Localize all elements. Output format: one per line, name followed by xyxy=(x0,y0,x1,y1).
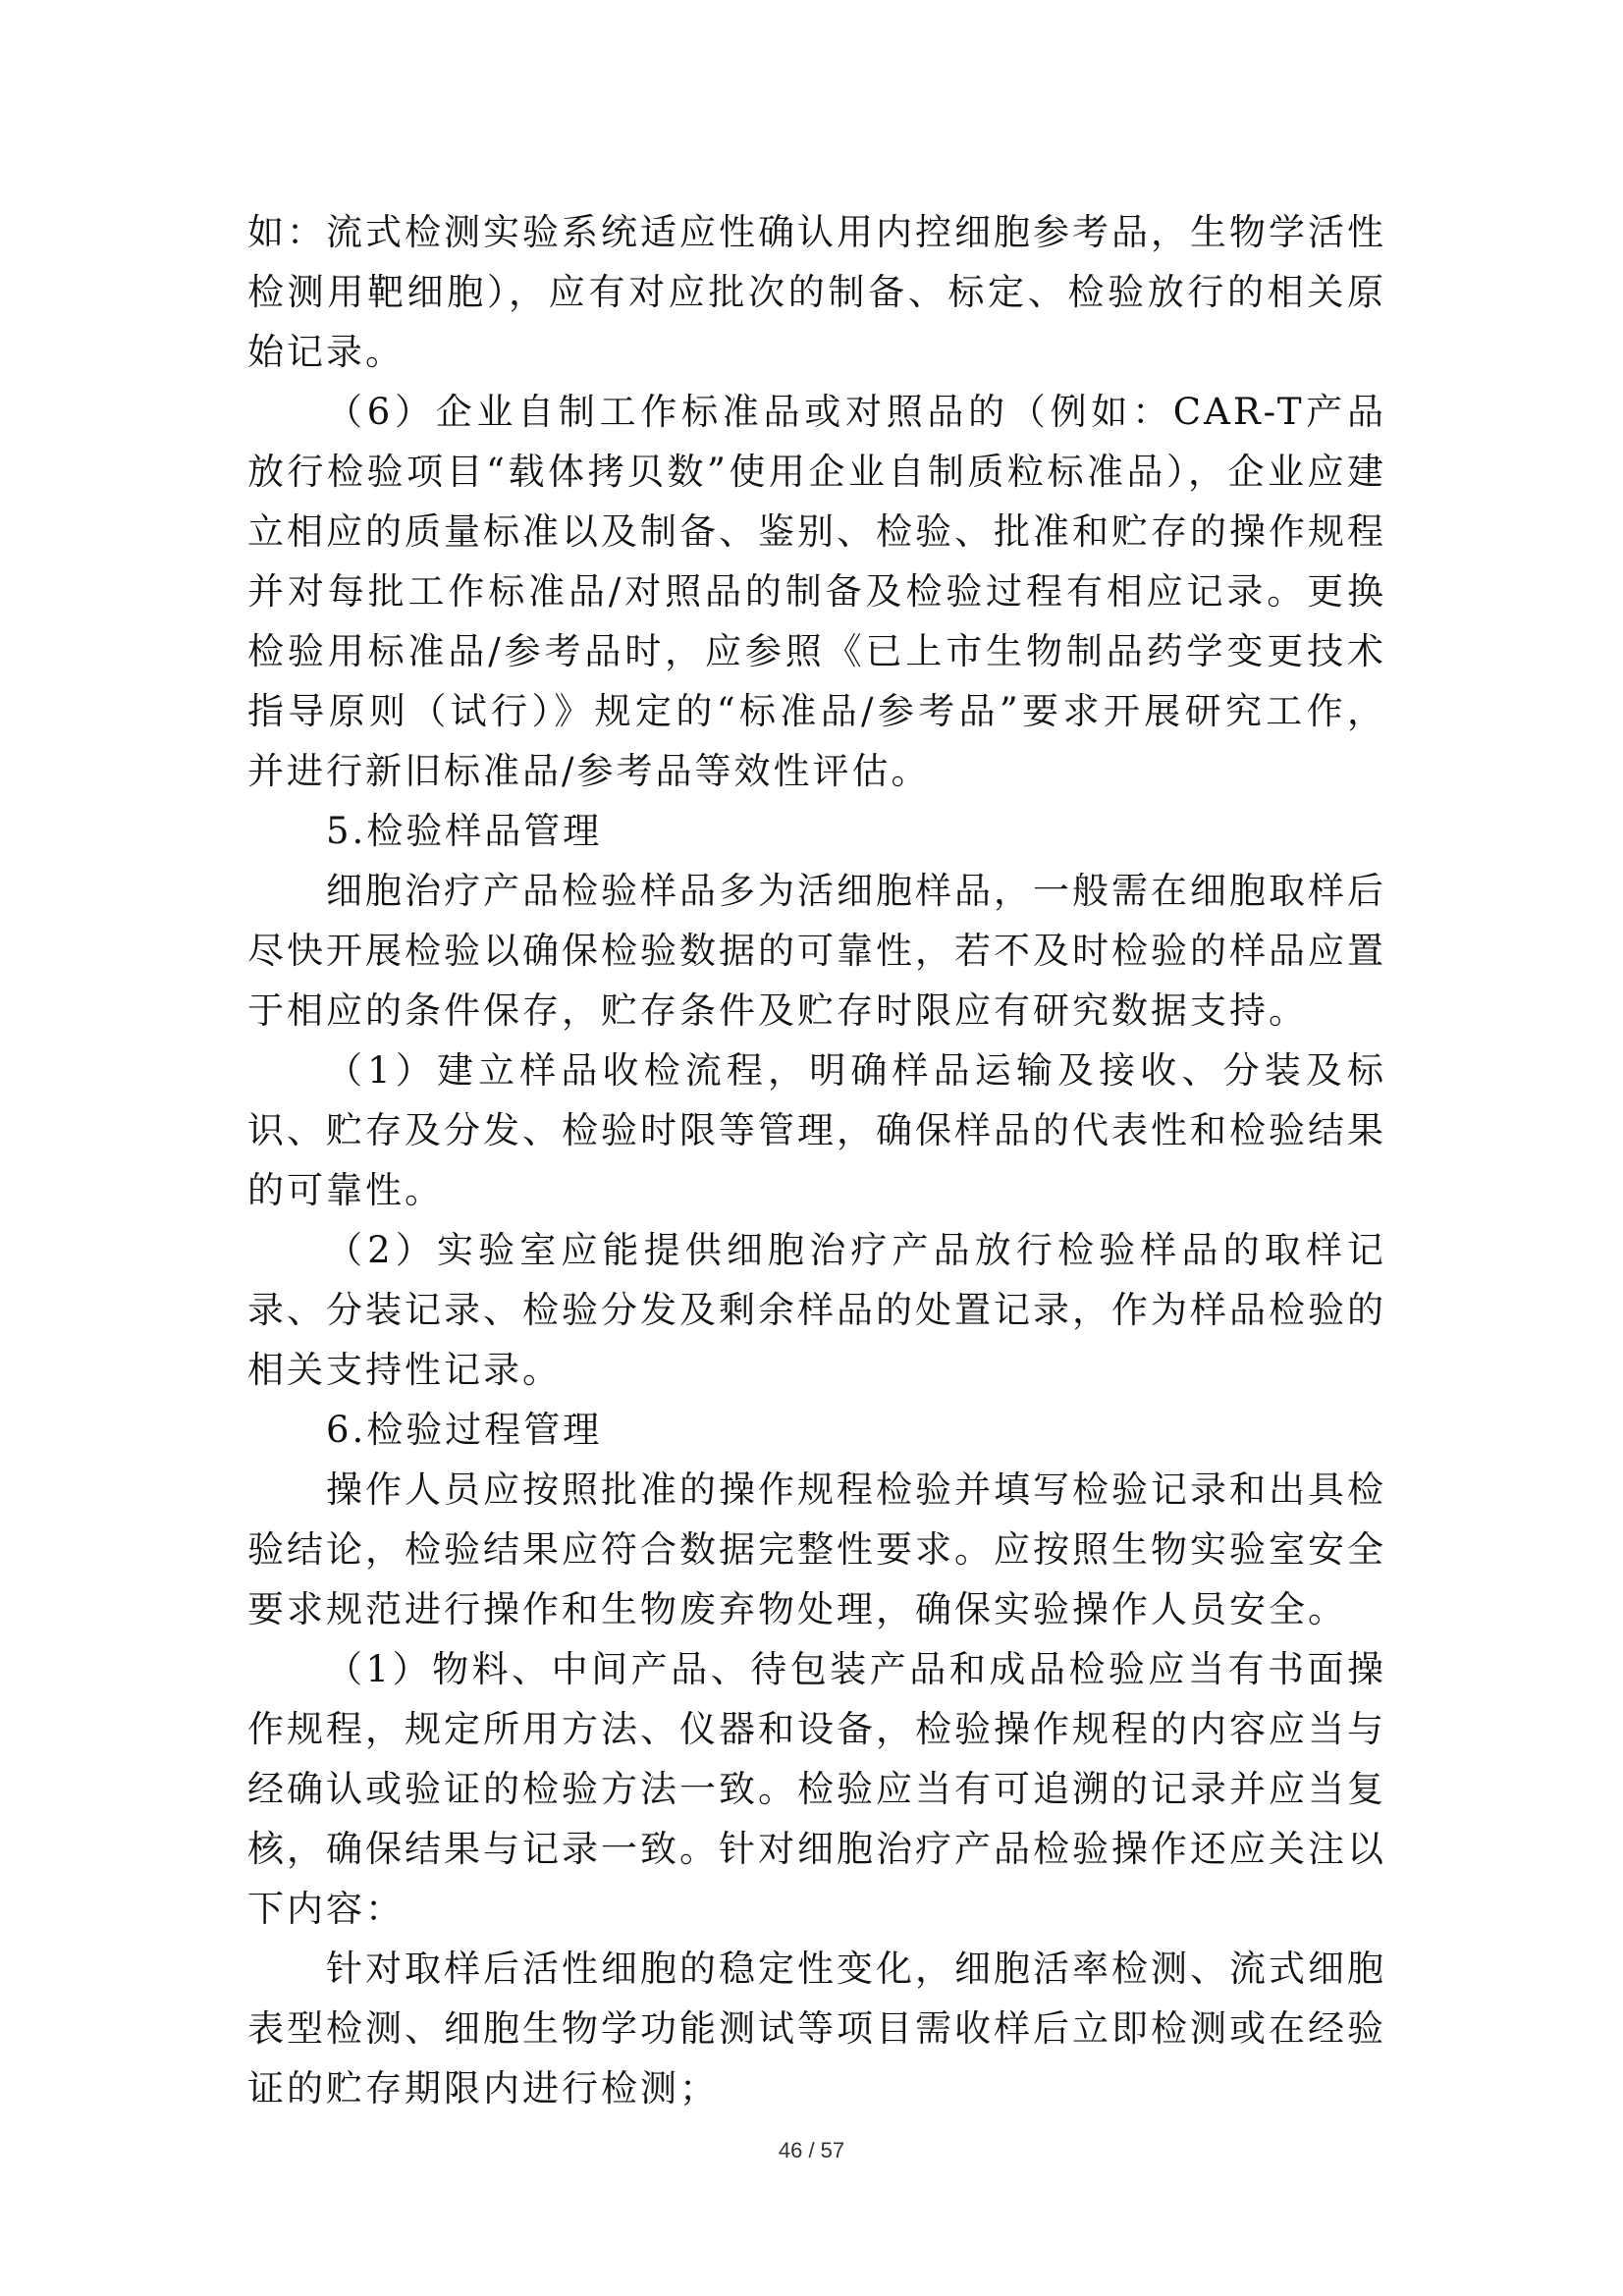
body-text xyxy=(247,202,1386,2118)
paragraph-8: 针对取样后活性细胞的稳定性变化，细胞活率检测、流式细胞表型检测、细胞生物学功能测试等项目需收样后立即检测或在经验证的贮存期限内进行检测； xyxy=(247,1948,1386,2109)
paragraph-6: 操作人员应按照批准的操作规程检验并填写检验记录和出具检验结论，检验结果应符合数据完整性要求。应按照生物实验室安全要求规范进行操作和生物废弃物处理，确保实验操作人员安全。 xyxy=(247,1468,1386,1630)
paragraph-5: （2）实验室应能提供细胞治疗产品放行检验样品的取样记录、分装记录、检验分发及剩余样品的处置记录，作为样品检验的相关支持性记录。 xyxy=(247,1229,1386,1391)
paragraph-3: 细胞治疗产品检验样品多为活细胞样品，一般需在细胞取样后尽快开展检验以确保检验数据的可靠性，若不及时检验的样品应置于相应的条件保存，贮存条件及贮存时限应有研究数据支持。 xyxy=(247,870,1386,1032)
section-heading-5: 5.检验样品管理 xyxy=(326,810,603,852)
paragraph-1: 如：流式检测实验系统适应性确认用内控细胞参考品，生物学活性检测用靶细胞），应有对应批次的制备、标定、检验放行的相关原始记录。 xyxy=(247,211,1386,373)
paragraph-7: （1）物料、中间产品、待包装产品和成品检验应当有书面操作规程，规定所用方法、仪器和设备，检验操作规程的内容应当与经确认或验证的检验方法一致。检验应当有可追溯的记录并应当复核，确保结果与记录一致。针对细胞治疗产品检验操作还应关注以下内容： xyxy=(247,1648,1386,1930)
section-heading-6: 6.检验过程管理 xyxy=(326,1409,603,1451)
paragraph-2: （6）企业自制工作标准品或对照品的（例如：CAR-T产品放行检验项目“载体拷贝数”使用企业自制质粒标准品），企业应建立相应的质量标准以及制备、鉴别、检验、批准和贮存的操作规程并对每批工作标准品/对照品的制备及检验过程有相应记录。更换检验用标准品/参考品时，应参照《已上市生物制品药学变更技术指导原则（试行）》规定的“标准品/参考品”要求开展研究工作，并进行新旧标准品/参考品等效性评估。 xyxy=(247,391,1386,792)
page-number: 46 / 57 xyxy=(778,2138,845,2163)
paragraph-4: （1）建立样品收检流程，明确样品运输及接收、分装及标识、贮存及分发、检验时限等管理，确保样品的代表性和检验结果的可靠性。 xyxy=(247,1049,1386,1211)
